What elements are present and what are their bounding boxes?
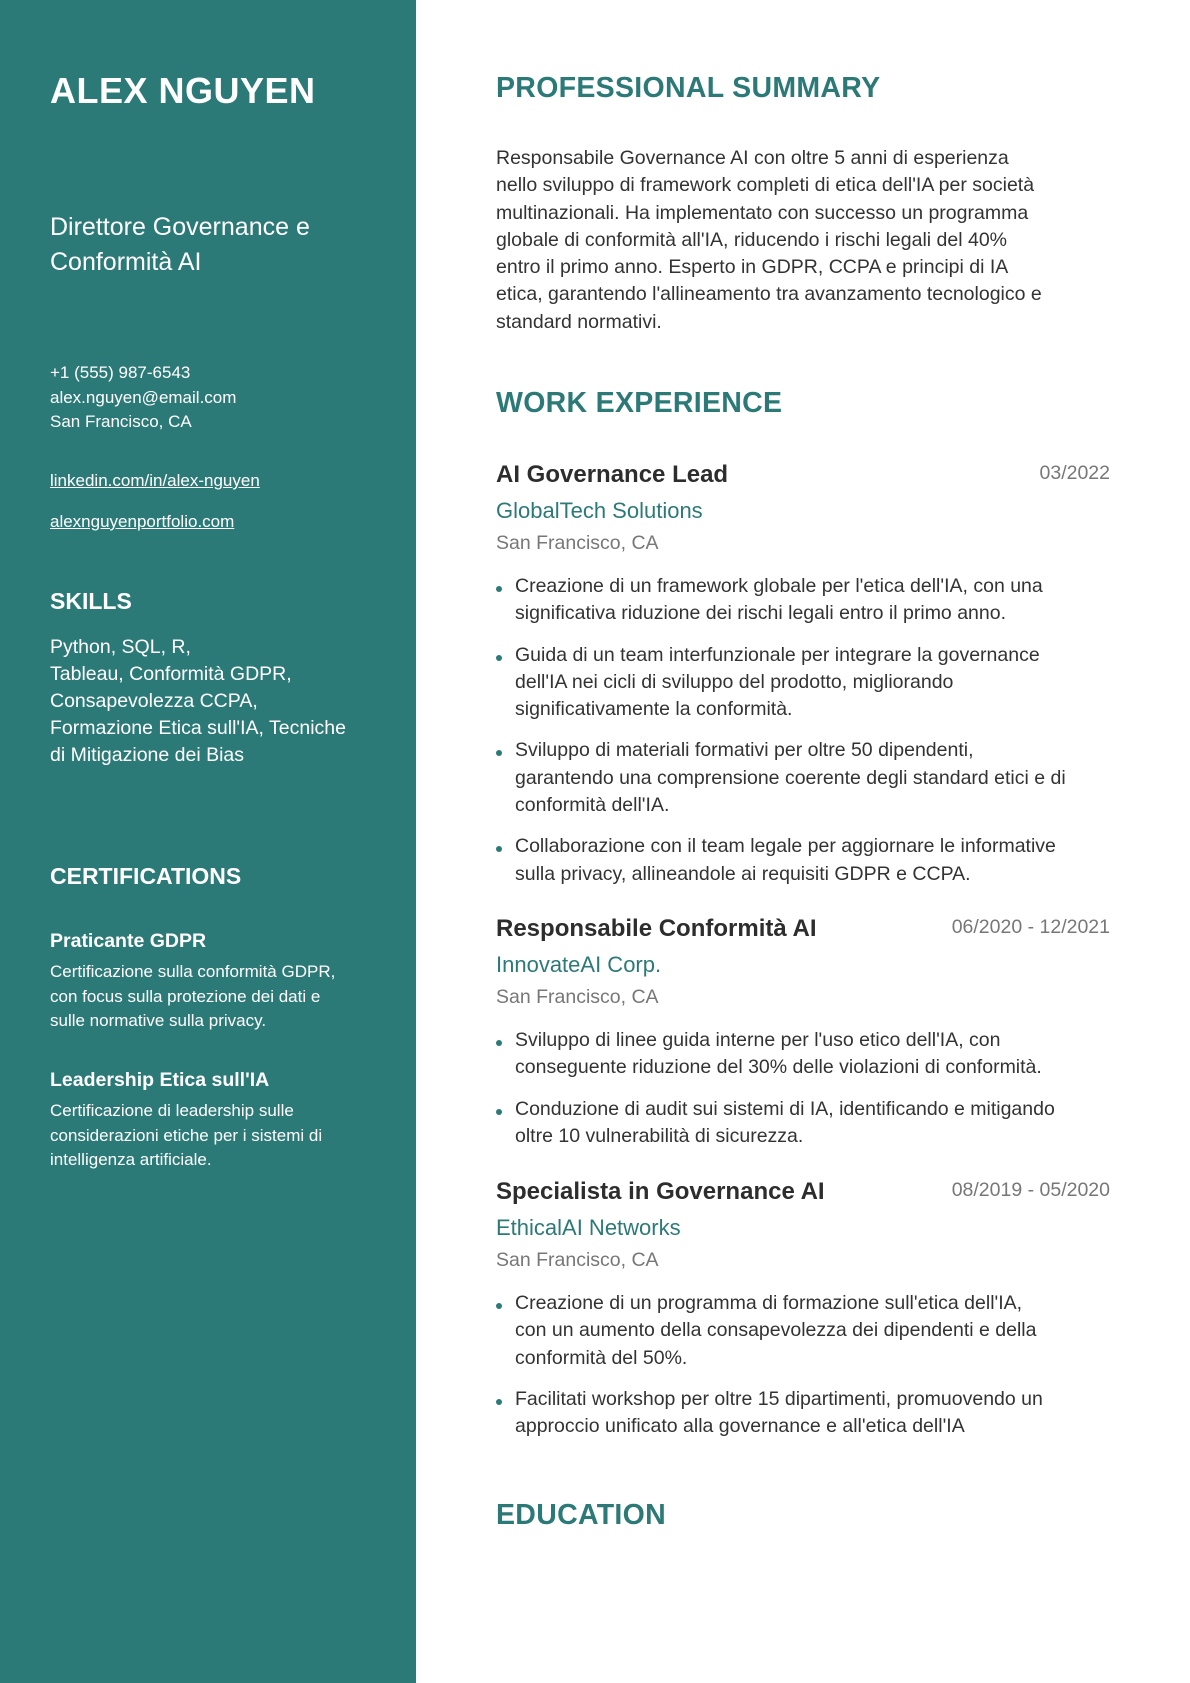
experience-heading: WORK EXPERIENCE — [496, 387, 783, 419]
skills-line: Python, SQL, R, — [50, 636, 191, 658]
contact-info — [50, 361, 236, 435]
job-bullets — [496, 1290, 1136, 1454]
bullet-line: conseguente riduzione del 30% delle violazioni di conformità. — [515, 1056, 1042, 1079]
certification-title: Leadership Etica sull'IA — [50, 1069, 270, 1091]
bullet-line: conformità del 50%. — [515, 1346, 688, 1369]
job-location: San Francisco, CA — [496, 986, 659, 1008]
list-item — [496, 1386, 1136, 1441]
list-item — [496, 1096, 1136, 1151]
summary-line: standard normativi. — [496, 310, 662, 333]
bullet-icon — [496, 1109, 502, 1115]
job-role-line: Direttore Governance e — [50, 213, 310, 241]
bullet-line: significativamente la conformità. — [515, 698, 793, 721]
bullet-icon — [496, 1399, 502, 1405]
bullet-line: significativa riduzione dei rischi legali entro il primo anno. — [515, 602, 1006, 625]
bullet-icon — [496, 846, 502, 852]
contact-location: San Francisco, CA — [50, 412, 192, 431]
email-address: alex.nguyen@email.com — [50, 387, 237, 407]
summary-text — [496, 145, 1116, 336]
job-role — [50, 210, 380, 280]
bullet-line: con un aumento della consapevolezza dei dipendenti e della — [515, 1319, 1037, 1342]
main-content — [416, 0, 1190, 1683]
job-title: AI Governance Lead — [496, 461, 729, 488]
bullet-line: Facilitati workshop per oltre 15 dipartimenti, promuovendo un — [515, 1387, 1043, 1410]
certification-desc-line: con focus sulla protezione dei dati e — [50, 986, 321, 1006]
certification-description — [50, 960, 370, 1034]
skills-list — [50, 634, 370, 769]
summary-line: entro il primo anno. Esperto in GDPR, CCPA e principi di IA — [496, 256, 1009, 279]
summary-heading: PROFESSIONAL SUMMARY — [496, 72, 881, 104]
job-date: 03/2022 — [1039, 462, 1110, 484]
list-item — [496, 833, 1136, 888]
bullet-line: Creazione di un framework globale per l'etica dell'IA, con una — [515, 575, 1043, 597]
bullet-line: conformità dell'IA. — [515, 794, 670, 817]
certification-desc-line: Certificazione sulla conformità GDPR, — [50, 962, 336, 981]
skills-line: Consapevolezza CCPA, — [50, 690, 258, 712]
bullet-icon — [496, 1040, 502, 1046]
job-date: 06/2020 - 12/2021 — [951, 916, 1110, 938]
list-item — [496, 573, 1136, 628]
education-heading: EDUCATION — [496, 1499, 666, 1531]
bullet-icon — [496, 750, 502, 756]
certification-desc-line: intelligenza artificiale. — [50, 1150, 212, 1169]
certification-desc-line: sulle normative sulla privacy. — [50, 1011, 267, 1030]
bullet-line: Guida di un team interfunzionale per integrare la governance — [515, 643, 1040, 666]
summary-line: multinazionali. Ha implementato con successo un programma — [496, 201, 1029, 224]
sidebar — [0, 0, 416, 1683]
certification-desc-line: considerazioni etiche per i sistemi di — [50, 1125, 323, 1145]
company-name: InnovateAI Corp. — [496, 952, 662, 977]
portfolio-link[interactable]: alexnguyenportfolio.com — [50, 512, 235, 531]
skills-line: Formazione Etica sull'IA, Tecniche — [50, 717, 346, 739]
company-name: EthicalAI Networks — [496, 1215, 681, 1240]
job-title: Responsabile Conformità AI — [496, 915, 817, 942]
bullet-line: Conduzione di audit sui sistemi di IA, identificando e mitigando — [515, 1097, 1055, 1120]
job-date: 08/2019 - 05/2020 — [951, 1179, 1110, 1201]
summary-line: Responsabile Governance AI con oltre 5 anni di esperienza — [496, 147, 1009, 169]
summary-line: globale di conformità all'IA, riducendo i rischi legali del 40% — [496, 228, 1007, 251]
job-role-line: Conformità AI — [50, 248, 202, 276]
certification-desc-line: Certificazione di leadership sulle — [50, 1101, 294, 1120]
job-location: San Francisco, CA — [496, 532, 659, 554]
list-item — [496, 737, 1136, 819]
bullet-line: sulla privacy, allineandole ai requisiti GDPR e CCPA. — [515, 862, 971, 885]
certification-title: Praticante GDPR — [50, 930, 207, 952]
list-item — [496, 1027, 1136, 1082]
certifications-heading: CERTIFICATIONS — [50, 863, 242, 889]
list-item — [496, 642, 1136, 724]
job-bullets — [496, 573, 1136, 902]
summary-line: nello sviluppo di framework completi di etica dell'IA per società — [496, 174, 1035, 197]
bullet-icon — [496, 655, 502, 661]
bullet-line: Sviluppo di materiali formativi per oltre 50 dipendenti, — [515, 739, 974, 762]
skills-heading: SKILLS — [50, 588, 132, 614]
bullet-line: Sviluppo di linee guida interne per l'uso etico dell'IA, con — [515, 1029, 1001, 1051]
certification-description — [50, 1099, 370, 1173]
bullet-line: oltre 10 vulnerabilità di sicurezza. — [515, 1124, 804, 1147]
phone-number: +1 (555) 987-6543 — [50, 363, 191, 382]
bullet-line: Creazione di un programma di formazione sull'etica dell'IA, — [515, 1292, 1023, 1314]
job-bullets — [496, 1027, 1136, 1164]
linkedin-link[interactable]: linkedin.com/in/alex-nguyen — [50, 471, 260, 490]
bullet-line: dell'IA nei cicli di sviluppo del prodotto, migliorando — [515, 670, 954, 693]
job-title: Specialista in Governance AI — [496, 1178, 825, 1205]
skills-line: di Mitigazione dei Bias — [50, 744, 245, 766]
job-location: San Francisco, CA — [496, 1249, 659, 1271]
skills-line: Tableau, Conformità GDPR, — [50, 663, 292, 685]
candidate-name: ALEX NGUYEN — [50, 70, 316, 111]
list-item — [496, 1290, 1136, 1372]
bullet-line: approccio unificato alla governance e all'etica dell'IA — [515, 1415, 965, 1438]
bullet-line: garantendo una comprensione coerente degli standard etici e di — [515, 766, 1066, 789]
bullet-line: Collaborazione con il team legale per aggiornare le informative — [515, 835, 1056, 858]
summary-line: etica, garantendo l'allineamento tra avanzamento tecnologico e — [496, 283, 1042, 306]
company-name: GlobalTech Solutions — [496, 498, 703, 523]
bullet-icon — [496, 586, 502, 592]
bullet-icon — [496, 1303, 502, 1309]
